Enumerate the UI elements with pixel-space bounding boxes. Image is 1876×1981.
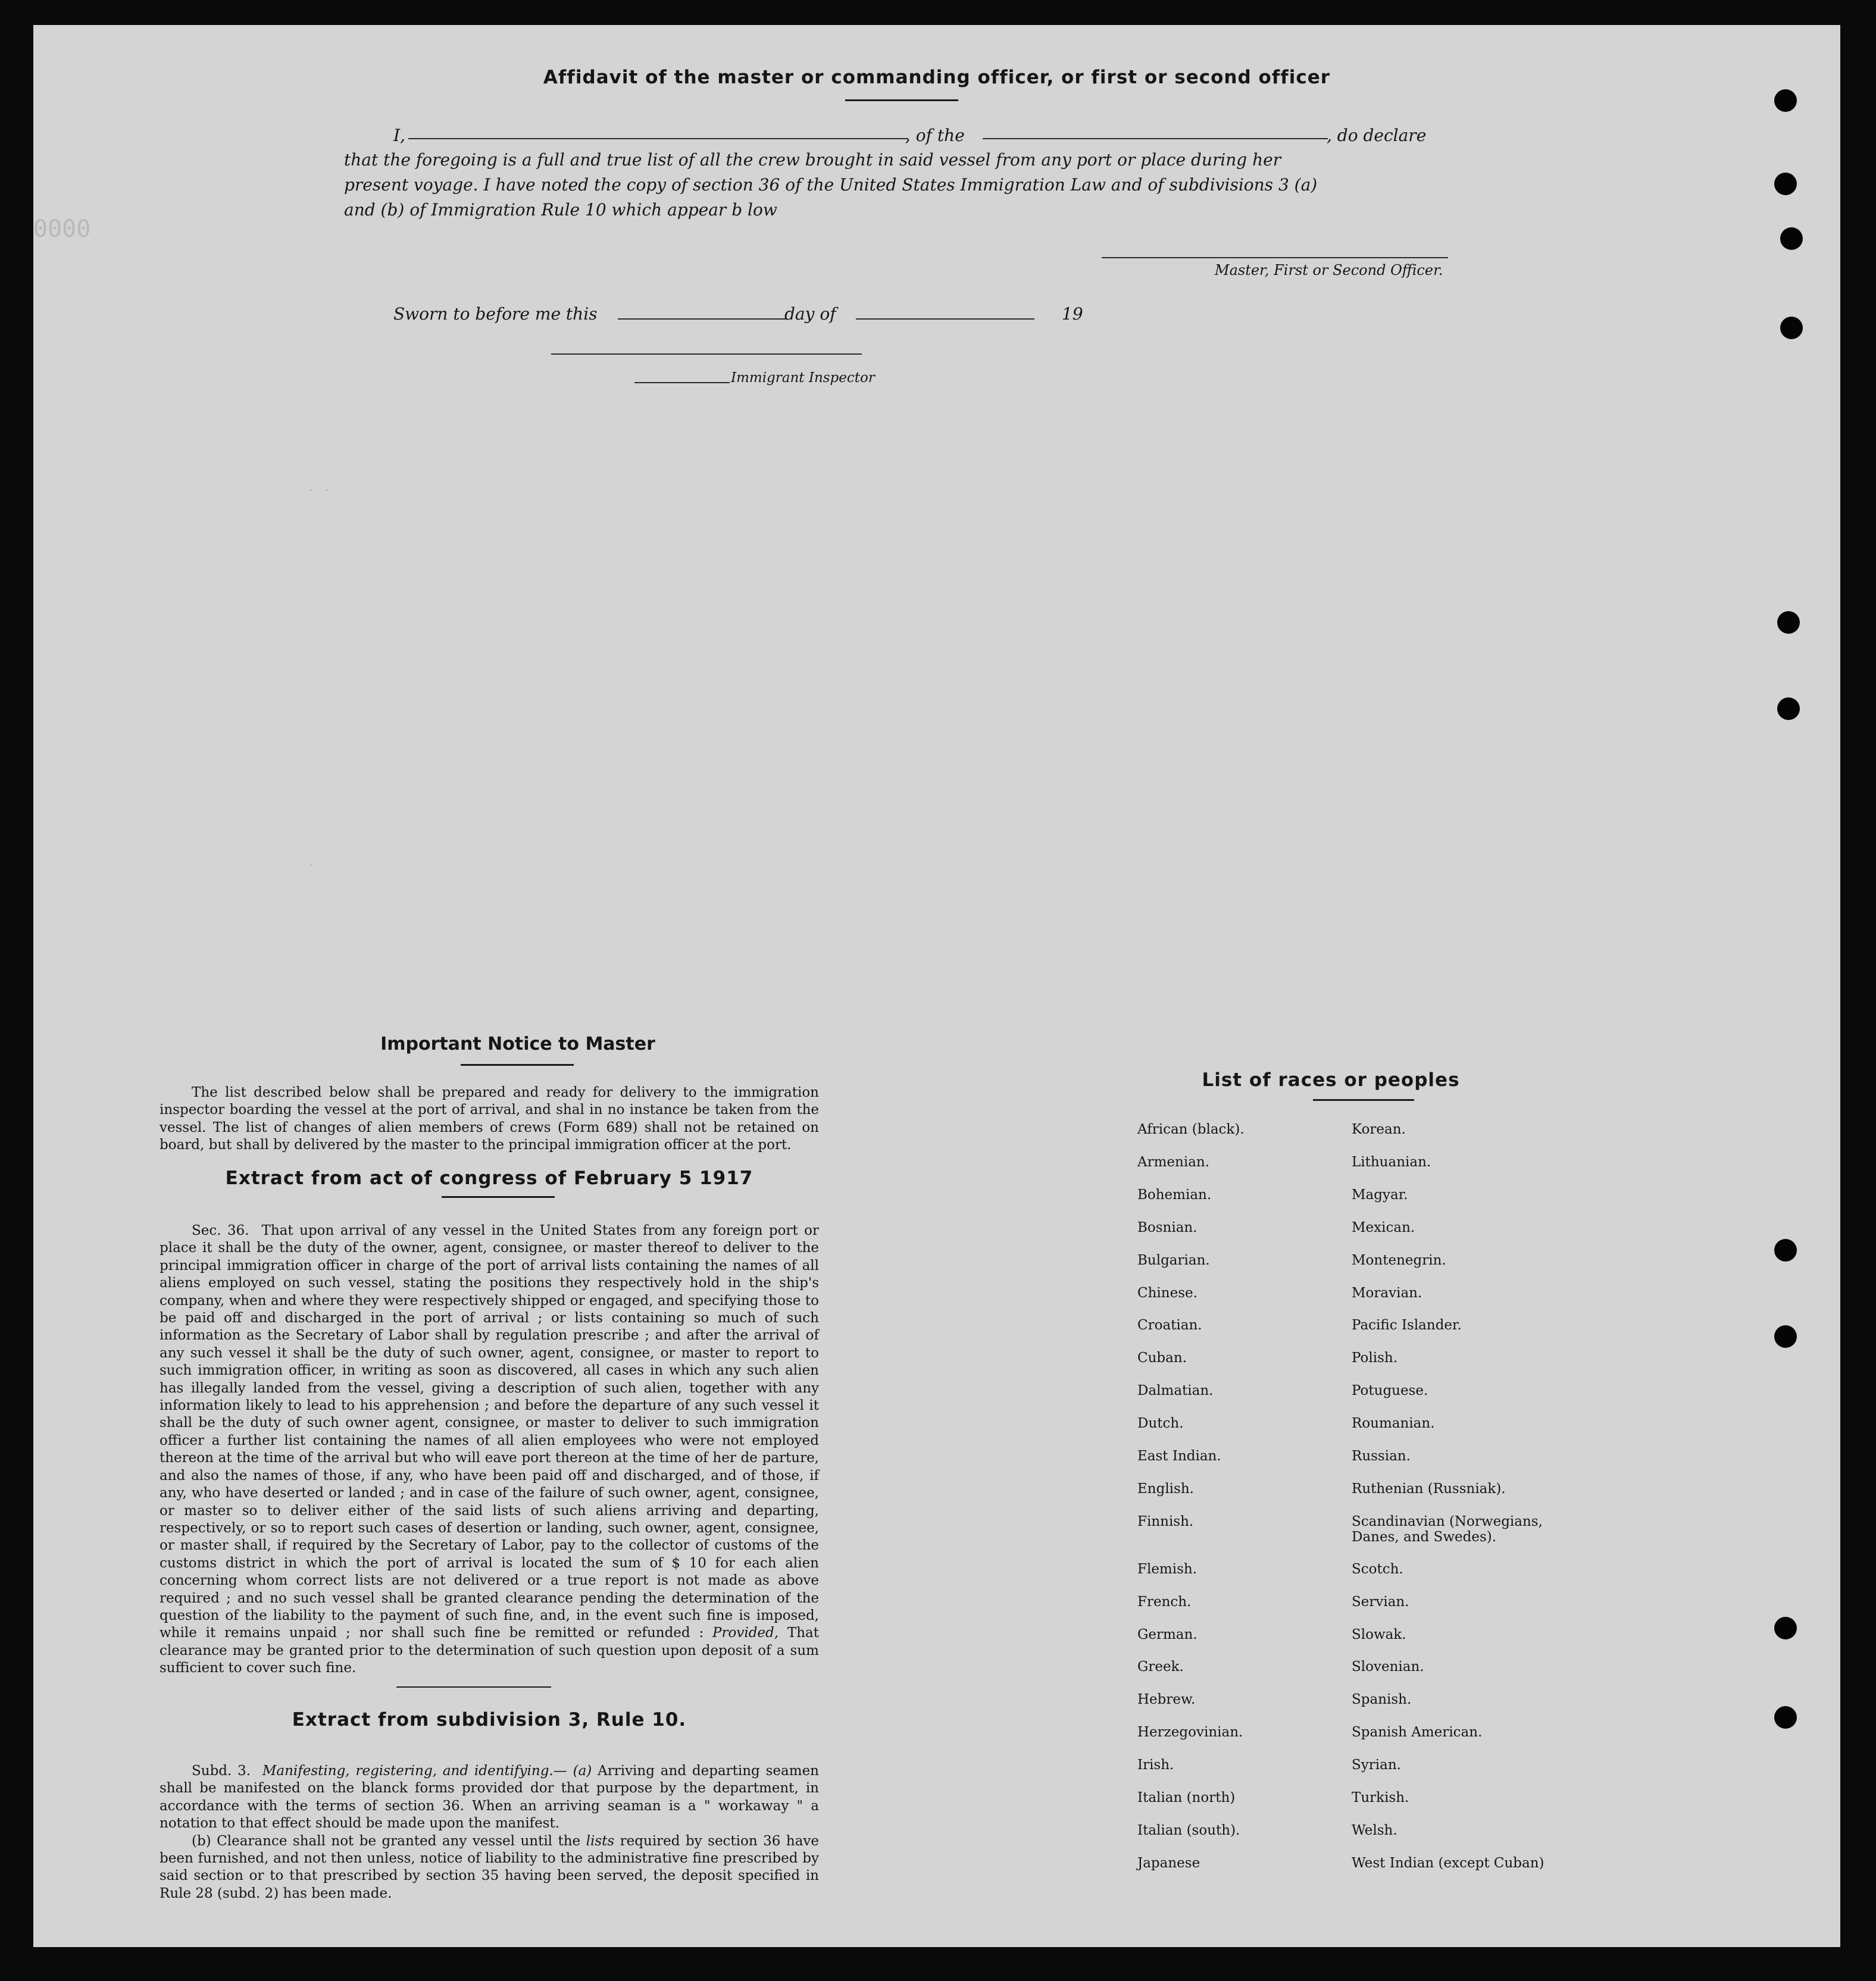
punch-hole (1774, 1325, 1797, 1348)
race-item: Moravian. (1352, 1285, 1422, 1301)
section-label: Sec. 36. (192, 1223, 249, 1238)
race-item: Roumanian. (1352, 1416, 1435, 1432)
race-item: Croatian. (1137, 1317, 1202, 1334)
race-item: East Indian. (1137, 1448, 1221, 1464)
race-item: Potuguese. (1352, 1383, 1428, 1399)
declaration-line-4: and (b) of Immigration Rule 10 which appear b low (344, 200, 777, 220)
race-item: Hebrew. (1137, 1692, 1196, 1708)
act-text-block (160, 1222, 819, 1678)
act-title-rule (442, 1196, 555, 1198)
race-item: Polish. (1352, 1350, 1398, 1366)
punch-hole (1774, 173, 1797, 195)
race-item: Spanish American. (1352, 1725, 1483, 1741)
race-item: Magyar. (1352, 1187, 1408, 1203)
provided-label: Provided, (712, 1625, 779, 1641)
race-item: French. (1137, 1594, 1192, 1610)
race-item: Chinese. (1137, 1285, 1197, 1301)
race-item: Montenegrin. (1352, 1252, 1446, 1268)
master-signature-label: Master, First or Second Officer. (1215, 262, 1443, 278)
punch-hole (1780, 227, 1803, 250)
sworn-month-line (856, 318, 1034, 320)
act-body: That upon arrival of any vessel in the United States from any foreign port or place it shall be the duty of the owner, agent, consignee, or master thereof to deliver to the principal immigration officer in charge of the port of arrival lists containing the names of all aliens employed on such vessel, stating the positions they respectively hold in the ship's company, when and where they were respectively shipped or engaged, and specifying those to be paid off and discharged in the port of arrival ; or lists containing so much of such information as the Secretary of Labor shall by regulation prescribe ; and after the arrival of any such vessel it shall be the duty of such owner, agent, consignee, or master to report to such immigration officer, in writing as soon as discovered, all cases in which any such alien has illegally landed from the vessel, giving a description of such alien, together with any information likely to lead to his apprehension ; and before the departure of any such vessel it shall be the duty of such owner agent, consignee, or master to deliver to such immigration officer a further list containing the names of all alien employees who were not employed thereon at the time of the arrival but who will eave port thereon at the time of her de parture, and also the names of those, if any, who have been paid off and discharged, and of those, if any, who have deserted or landed ; and in case of the failure of such owner, agent, consignee, or master so to deliver either of the said lists of such aliens arriving and departing, respectively, or so to report such cases of desertion or landing, such owner, agent, consignee, or master shall, if required by the Secretary of Labor, pay to the collector of customs of the customs district in which the port of arrival is located the sum of $ 10 for each alien concerning whom correct lists are not delivered or a true report is not made as above required ; and no such vessel shall be granted clearance pending the determination of the question of the liability to the payment of such fine, and, in the event such fine is imposed, while it remains unpaid ; nor shall such fine be remitted or refunded : (160, 1223, 819, 1641)
sworn-day-line (618, 318, 786, 320)
subd-b-text-2: required by section 36 have been furnished, and not then unless, notice of liability to the administrative fine prescribed by said section or to that prescribed by section 35 having been served, the deposit specified in Rule 28 (subd. 2) has been made. (160, 1833, 820, 1901)
notice-text: The list described below shall be prepared and ready for delivery to the immigration inspector boarding the vessel at the port of arrival, and shal in no instance be taken from the vessel. The list of changes of alien members of crews (Form 689) shall not be retained on board, but shall by delivered by the master to the principal immigration officer at the port. (160, 1085, 819, 1153)
vessel-name-line (983, 138, 1328, 139)
punch-hole (1777, 611, 1800, 634)
race-item: Italian (north) (1137, 1790, 1236, 1805)
race-item: Bosnian. (1137, 1219, 1197, 1235)
punch-hole (1774, 1239, 1797, 1262)
race-item: English. (1137, 1481, 1194, 1497)
subd-heading: Manifesting, registering, and identifying.— (a) (262, 1763, 592, 1779)
notice-title-rule (461, 1064, 574, 1066)
inspector-short-line (634, 382, 730, 383)
race-item: Russian. (1352, 1448, 1411, 1464)
race-item: Finnish. (1137, 1513, 1194, 1529)
race-item: German. (1137, 1626, 1197, 1642)
race-item: Herzegovinian. (1137, 1725, 1243, 1741)
declaration-line-3: present voyage. I have noted the copy of section 36 of the United States Immigration Law and of subdivisions 3 (a) (344, 175, 1318, 195)
race-item: Korean. (1352, 1122, 1406, 1137)
affidavit-title: Affidavit of the master or commanding officer, or first or second officer (543, 67, 1331, 88)
race-item: Greek. (1137, 1659, 1184, 1675)
race-item: Irish. (1137, 1757, 1174, 1773)
race-item: African (black). (1137, 1122, 1245, 1137)
subd-text: Arriving and departing seamen shall be manifested on the blanck forms provided dor that purpose by the department, in accordance with the terms of section 36. When an arriving seaman is a " workaway " a notation to that effect should be made upon the manifest. (160, 1763, 819, 1832)
race-item: Scotch. (1352, 1561, 1403, 1577)
race-item: Turkish. (1352, 1790, 1409, 1805)
declaration-line-2: that the foregoing is a full and true list of all the crew brought in said vessel from any port or place during her (344, 150, 1281, 170)
bleed-through-mark: · (307, 858, 315, 873)
punch-hole (1777, 697, 1800, 720)
race-item: Slovenian. (1352, 1659, 1424, 1675)
race-item: Flemish. (1137, 1561, 1197, 1577)
race-item: Cuban. (1137, 1350, 1187, 1366)
subd-label: Subd. 3. (192, 1763, 251, 1779)
master-signature-line (1102, 257, 1448, 258)
act-body-end: That clearance may be granted prior to the determination of such question upon deposit of a sum sufficient to cover such fine. (160, 1625, 820, 1676)
sworn-label: Sworn to before me this (393, 304, 598, 324)
inspector-label: Immigrant Inspector (731, 370, 875, 386)
act-title: Extract from act of congress of February 5 1917 (225, 1168, 753, 1189)
punch-hole (1774, 1706, 1797, 1729)
year-label: 19 (1062, 304, 1083, 324)
race-item: Slowak. (1352, 1626, 1406, 1642)
race-item: Welsh. (1352, 1822, 1397, 1838)
notice-title: Important Notice to Master (380, 1034, 655, 1054)
day-of-label: day of (784, 304, 836, 324)
race-item: Bulgarian. (1137, 1252, 1210, 1268)
race-item: Japanese (1137, 1855, 1200, 1871)
race-item: Spanish. (1352, 1692, 1412, 1708)
race-item: Armenian. (1137, 1154, 1210, 1170)
bleed-through-mark: · · (307, 483, 331, 498)
of-the-label: , of the (905, 126, 965, 145)
section-divider (396, 1686, 551, 1688)
punch-hole (1774, 1617, 1797, 1639)
race-item: Mexican. (1352, 1219, 1415, 1235)
race-item: Scandinavian (Norwegians, Danes, and Swedes). (1352, 1513, 1543, 1545)
race-item: Ruthenian (Russniak). (1352, 1481, 1506, 1497)
race-item: Lithuanian. (1352, 1154, 1431, 1170)
race-item: Dalmatian. (1137, 1383, 1214, 1399)
declarant-label: I, (393, 126, 405, 145)
subd-b-lists: lists (586, 1833, 615, 1849)
race-item: West Indian (except Cuban) (1352, 1855, 1544, 1871)
race-item: Dutch. (1137, 1416, 1184, 1432)
rule-text-block (160, 1763, 819, 1902)
punch-hole (1774, 89, 1797, 112)
rule-title: Extract from subdivision 3, Rule 10. (292, 1709, 687, 1730)
races-title-rule (1313, 1099, 1414, 1101)
races-title: List of races or peoples (1202, 1069, 1460, 1091)
race-item: Bohemian. (1137, 1187, 1212, 1203)
subd-b-text-1: Clearance shall not be granted any vessel until the (217, 1833, 581, 1849)
bleed-through-mark: 0000 (33, 215, 91, 243)
race-item: Syrian. (1352, 1757, 1401, 1773)
title-rule (845, 99, 958, 101)
punch-hole (1780, 317, 1803, 339)
document-page (33, 25, 1840, 1947)
race-item: Italian (south). (1137, 1822, 1240, 1838)
declarant-name-line (408, 138, 908, 139)
subd-b-label: (b) (192, 1833, 211, 1849)
race-item: Pacific Islander. (1352, 1317, 1462, 1334)
declare-label: , do declare (1327, 126, 1427, 145)
inspector-signature-line (551, 353, 862, 355)
race-item: Servian. (1352, 1594, 1409, 1610)
